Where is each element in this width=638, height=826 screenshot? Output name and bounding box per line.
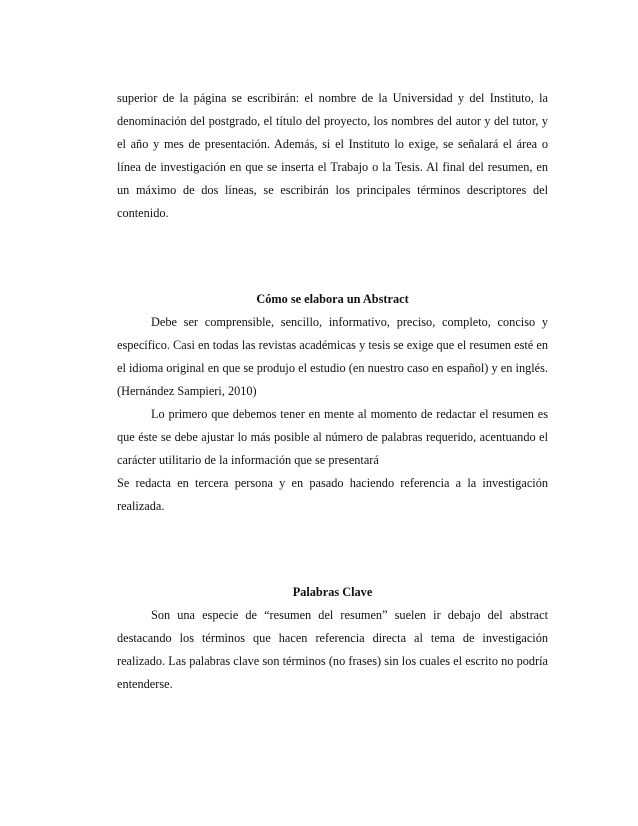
abstract-heading: Cómo se elabora un Abstract — [256, 292, 409, 306]
keywords-paragraph: Son una especie de “resumen del resumen” suelen ir debajo del abstract destacando los términos que hacen referencia directa al tema de investigación realizado. Las palabras clave son términos (no frases) sin los cuales el escrito no podría entenderse. — [117, 608, 548, 691]
abstract-paragraph-2: Lo primero que debemos tener en mente al momento de redactar el resumen es que éste se debe ajustar lo más posible al número de palabras requerido, acentuando el carácter utilitario de la información que se presentará — [117, 407, 548, 467]
abstract-paragraph-1: Debe ser comprensible, sencillo, informativo, preciso, completo, conciso y específico. Casi en todas las revistas académicas y tesis se exige que el resumen esté en el idioma original en que se produjo el estudio (en nuestro caso en español) y en inglés. (Hernández Sampieri, 2010) — [117, 315, 548, 398]
abstract-paragraph-3: Se redacta en tercera persona y en pasado haciendo referencia a la investigación realizada. — [117, 476, 548, 513]
keywords-heading: Palabras Clave — [292, 585, 373, 599]
page-content — [117, 87, 548, 696]
intro-paragraph: superior de la página se escribirán: el nombre de la Universidad y del Instituto, la denominación del postgrado, el título del proyecto, los nombres del autor y del tutor, y el año y mes de presentación. Además, si el Instituto lo exige, se señalará el área o línea de investigación en que se inserta el Trabajo o la Tesis. Al final del resumen, en un máximo de dos líneas, se escribirán los principales términos descriptores del contenido. — [117, 91, 548, 220]
section-spacer — [117, 518, 548, 581]
section-spacer — [117, 225, 548, 288]
